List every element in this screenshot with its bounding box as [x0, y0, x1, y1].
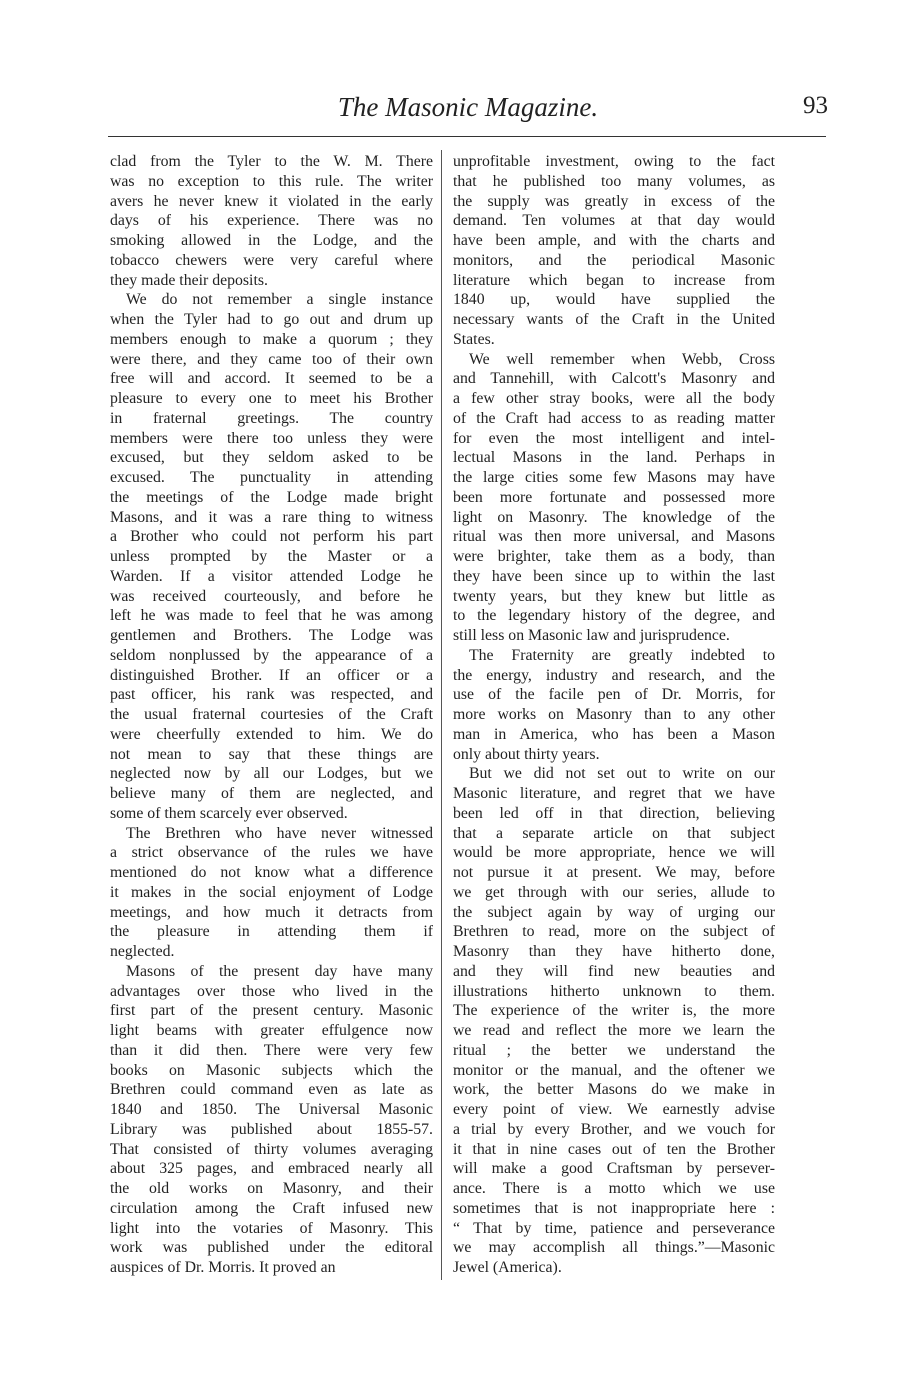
text-line: were cheerfully extended to him. We do [110, 725, 433, 743]
text-line: excused. The punctuality in attending [110, 469, 433, 486]
text-line: a trial by every Brother, and we vouch for [453, 1120, 775, 1138]
text-line: We well remember when Webb, Cross [469, 350, 775, 368]
text-line: tobacco chewers were very careful where [110, 251, 433, 269]
text-line: literature which began to increase from [453, 271, 775, 289]
text-line: were there, and they came too of their own [110, 350, 433, 368]
text-line: unless prompted by the Master or a [110, 548, 433, 565]
text-line: neglected. [110, 943, 175, 960]
text-line: ritual was then more universal, and Masons [453, 528, 775, 546]
text-line: and they will find new beauties and [453, 962, 775, 980]
text-line: was no exception to this rule. The writer [110, 172, 433, 190]
text-line: would be more appropriate, hence we will [453, 844, 775, 862]
text-line: a few other stray books, were all the body [453, 390, 775, 407]
text-line: But we did not set out to write on our [469, 765, 775, 783]
text-line: been led off in that direction, believing [453, 804, 775, 822]
text-line: monitor or the manual, and the oftener we [453, 1061, 775, 1079]
text-line: we get through with our series, allude to [453, 883, 775, 901]
text-line: That consisted of thirty volumes averaging [110, 1140, 433, 1158]
text-line: 1840 and 1850. The Universal Masonic [110, 1101, 433, 1118]
text-line: left he was made to feel that he was among [110, 607, 433, 625]
text-line: it that in nine cases out of ten the Brother [453, 1140, 775, 1158]
text-line: Brethren could command even as late as [110, 1081, 433, 1099]
text-line: lectual Masons in the land. Perhaps in [453, 449, 775, 467]
text-line: Warden. If a visitor attended Lodge he [110, 567, 433, 585]
text-line: smoking allowed in the Lodge, and the [110, 232, 433, 249]
text-line: not pursue it at present. We may, before [453, 864, 775, 881]
text-line: every point of view. We earnestly advise [453, 1101, 775, 1118]
text-line: we may accomplish all things.”—Masonic [453, 1239, 775, 1257]
text-line: a strict observance of the rules we have [110, 844, 433, 862]
paragraph [453, 764, 775, 1278]
text-line: believe many of them are neglected, and [110, 785, 433, 802]
paragraph [110, 824, 433, 962]
text-line: States. [453, 330, 495, 348]
page-header [108, 88, 828, 132]
text-line: work was published under the editoral [110, 1239, 433, 1257]
text-line: seldom nonplussed by the appearance of a [110, 646, 433, 664]
text-line: the large cities some few Masons may have [453, 469, 775, 486]
left-column [110, 152, 433, 1278]
page-number: 93 [803, 92, 828, 119]
paragraph [110, 290, 433, 823]
text-line: auspices of Dr. Morris. It proved an [110, 1259, 336, 1276]
text-line: the pleasure in attending them if [110, 923, 433, 941]
text-line: a Brother who could not perform his part [110, 528, 433, 546]
text-line: to the legendary history of the degree, and [453, 607, 775, 625]
text-line: more works on Masonry than to any other [453, 706, 775, 723]
text-line: pleasure to every one to meet his Brother [110, 390, 433, 407]
text-line: days of his experience. There was no [110, 212, 433, 230]
text-line: past officer, his rank was respected, and [110, 686, 433, 704]
right-column [453, 152, 775, 1278]
text-line: Jewel (America). [453, 1259, 562, 1276]
text-line: “ That by time, patience and perseverance [453, 1219, 775, 1237]
text-line: not mean to say that these things are [110, 745, 433, 763]
text-line: Masonic literature, and regret that we have [453, 785, 775, 802]
text-line: avers he never knew it violated in the early [110, 192, 433, 210]
text-line: books on Masonic subjects which the [110, 1061, 433, 1079]
paragraph [453, 152, 775, 350]
text-line: some of them scarcely ever observed. [110, 804, 348, 822]
text-line: of the Craft had access to as reading matter [453, 409, 775, 427]
text-line: use of the facile pen of Dr. Morris, for [453, 686, 775, 704]
text-line: light on Masonry. The knowledge of the [453, 508, 775, 526]
text-line: Masons, and it was a rare thing to witness [110, 508, 433, 526]
text-line: first part of the present century. Masonic [110, 1002, 433, 1020]
text-line: they made their deposits. [110, 271, 268, 289]
text-line: neglected now by all our Lodges, but we [110, 765, 433, 783]
text-line: free will and accord. It seemed to be a [110, 370, 433, 388]
paragraph [110, 152, 433, 290]
text-line: they have been since up to within the last [453, 567, 775, 585]
text-line: were brighter, take them as a body, than [453, 548, 775, 565]
text-line: ance. There is a motto which we use [453, 1180, 775, 1197]
text-line: man in America, who has been a Mason [453, 725, 775, 743]
text-line: it makes in the social enjoyment of Lodge [110, 883, 433, 901]
text-line: mentioned do not know what a difference [110, 864, 433, 881]
text-line: gentlemen and Brothers. The Lodge was [110, 627, 433, 644]
text-line: and Tannehill, with Calcott's Masonry and [453, 370, 775, 388]
text-line: we read and reflect the more we learn the [453, 1022, 775, 1039]
text-line: still less on Masonic law and jurisprudence. [453, 627, 730, 644]
text-line: unprofitable investment, owing to the fact [453, 153, 775, 170]
text-line: The experience of the writer is, the more [453, 1002, 775, 1020]
text-line: in fraternal greetings. The country [110, 409, 433, 427]
text-line: Brethren to read, more on the subject of [453, 923, 775, 941]
text-line: We do not remember a single instance [126, 291, 433, 309]
text-line: the subject again by way of urging our [453, 903, 775, 921]
text-line: the supply was greatly in excess of the [453, 192, 775, 210]
text-line: necessary wants of the Craft in the United [453, 311, 775, 328]
text-line: been more fortunate and possessed more [453, 488, 775, 506]
text-line: The Brethren who have never witnessed [126, 824, 433, 842]
text-line: excused, but they seldom asked to be [110, 449, 433, 467]
text-line: than it did then. There were very few [110, 1041, 433, 1059]
text-line: distinguished Brother. If an officer or a [110, 666, 433, 684]
header-rule [108, 136, 826, 137]
text-line: the old works on Masonry, and their [110, 1180, 433, 1197]
text-line: light beams with greater effulgence now [110, 1022, 433, 1039]
text-line: circulation among the Craft infused new [110, 1199, 433, 1217]
paragraph [453, 350, 775, 646]
text-line: sometimes that is not inappropriate here : [453, 1199, 775, 1217]
text-line: Library was published about 1855-57. [110, 1120, 433, 1138]
text-line: for even the most intelligent and intel- [453, 429, 775, 447]
text-line: 1840 up, would have supplied the [453, 291, 775, 309]
text-line: the meetings of the Lodge made bright [110, 488, 433, 506]
text-line: Masons of the present day have many [126, 962, 433, 980]
text-line: the usual fraternal courtesies of the Craft [110, 706, 433, 723]
text-line: will make a good Craftsman by persever- [453, 1160, 775, 1178]
text-line: advantages over those who lived in the [110, 982, 433, 1000]
text-line: only about thirty years. [453, 745, 600, 763]
text-line: the energy, industry and research, and the [453, 666, 775, 684]
column-divider [441, 150, 442, 1280]
text-line: have been ample, and with the charts and [453, 232, 775, 249]
text-line: members enough to make a quorum ; they [110, 330, 433, 348]
text-line: about 325 pages, and embraced nearly all [110, 1160, 433, 1178]
paragraph [110, 962, 433, 1278]
text-line: ritual ; the better we understand the [453, 1041, 775, 1059]
text-line: work, the better Masons do we make in [453, 1081, 775, 1099]
text-line: demand. Ten volumes at that day would [453, 212, 775, 230]
text-line: clad from the Tyler to the W. M. There [110, 153, 433, 170]
text-line: when the Tyler had to go out and drum up [110, 311, 433, 328]
text-line: that he published too many volumes, as [453, 172, 775, 190]
text-line: light into the votaries of Masonry. This [110, 1219, 433, 1237]
running-title: The Masonic Magazine. [337, 92, 599, 122]
text-line: members were there too unless they were [110, 429, 433, 447]
text-line: The Fraternity are greatly indebted to [469, 646, 775, 664]
text-line: was received courteously, and before he [110, 587, 433, 605]
text-line: monitors, and the periodical Masonic [453, 251, 775, 269]
text-line: illustrations hitherto unknown to them. [453, 982, 775, 1000]
text-line: twenty years, but they knew but little as [453, 587, 775, 605]
text-line: Masonry than they have hitherto done, [453, 943, 775, 960]
paragraph [453, 646, 775, 765]
text-line: meetings, and how much it detracts from [110, 903, 433, 921]
text-line: that a separate article on that subject [453, 824, 775, 842]
